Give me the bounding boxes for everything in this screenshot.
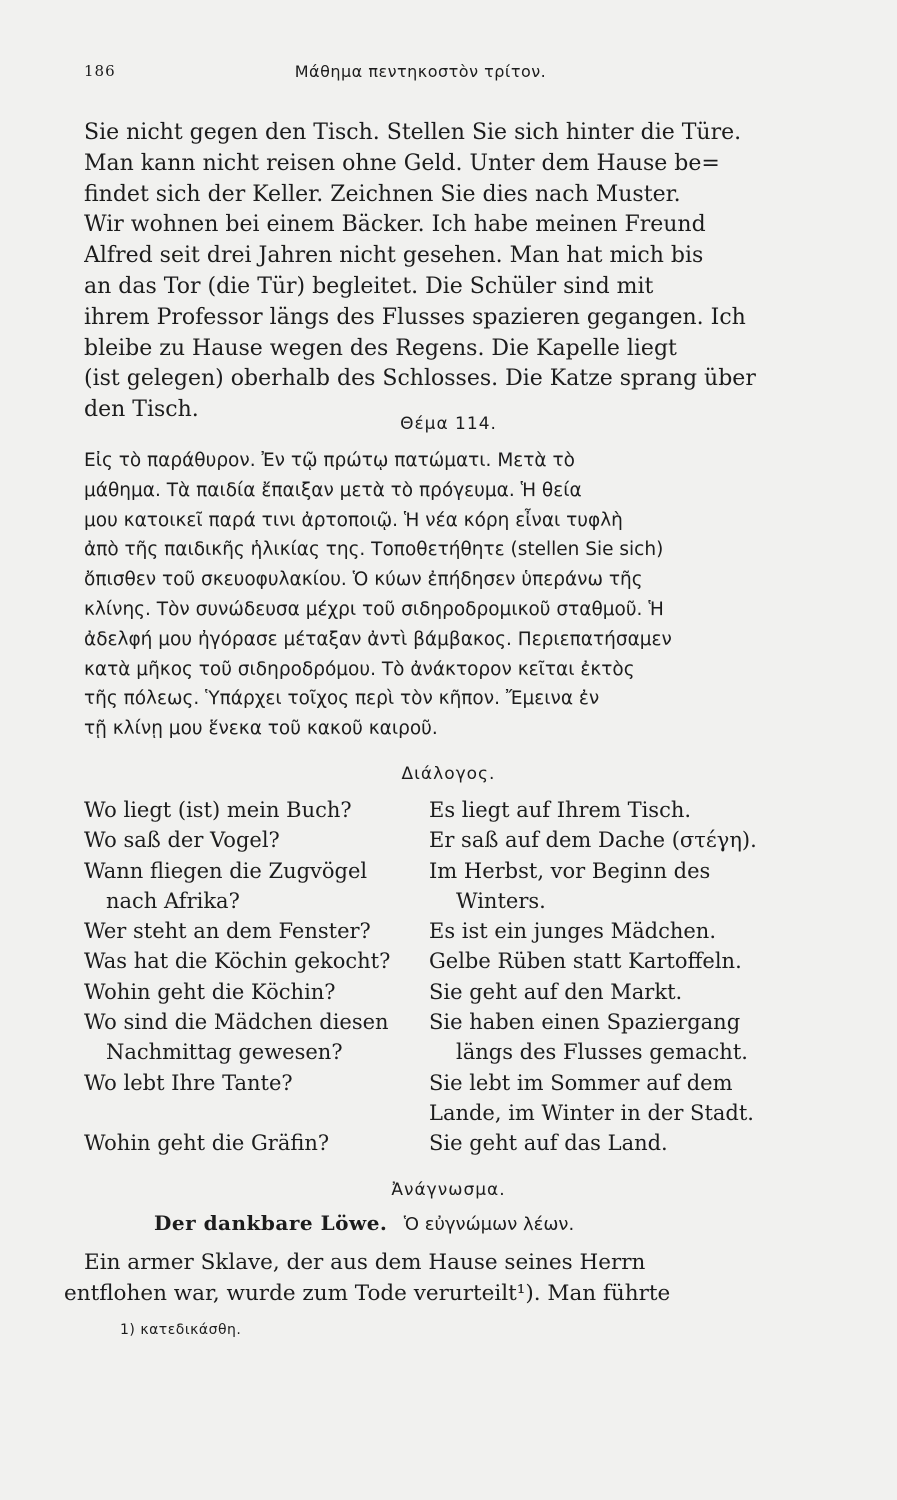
question: Wo lebt Ihre Tante? (84, 1070, 293, 1095)
text-line: Wir wohnen bei einem Bäcker. Ich habe meinen Freund (84, 212, 706, 238)
text-line: κλίνης. Τὸν συνώδευσα μέχρι τοῦ σιδηροδρομικοῦ σταθμοῦ. Ἡ (84, 598, 664, 620)
text-line: ihrem Professor längs des Flusses spazieren gegangen. Ich (84, 304, 746, 330)
reading-title (84, 1211, 756, 1235)
text-line: Alfred seit drei Jahren nicht gesehen. Man hat mich bis (84, 243, 704, 269)
answer: Winters. (456, 888, 546, 913)
question: Nachmittag gewesen? (106, 1040, 343, 1065)
question: nach Afrika? (106, 888, 240, 913)
text-line: Εἰς τὸ παράθυρον. Ἐν τῷ πρώτῳ πατώματι. Μετὰ τὸ (84, 450, 575, 471)
text-line: Ein armer Sklave, der aus dem Hause seines Herrn (84, 1250, 646, 1275)
running-title: Μάθημα πεντηκοστὸν τρίτον. (294, 62, 547, 81)
question: Wohin geht die Köchin? (84, 979, 336, 1004)
dialog-heading: Διάλογος. (401, 764, 496, 784)
theme-heading: Θέμα 114. (400, 414, 497, 434)
answer: Sie haben einen Spaziergang (429, 1010, 741, 1035)
reading-title-greek: Ὁ εὐγνώμων λέων. (403, 1214, 575, 1235)
text-line: ἀδελφή μου ἠγόρασε μέταξαν ἀντὶ βάμβακος. Περιεπατήσαμεν (84, 628, 672, 650)
text-line: τῇ κλίνῃ μου ἕνεκα τοῦ κακοῦ καιροῦ. (84, 718, 438, 740)
text-line: κατὰ μῆκος τοῦ σιδηροδρόμου. Τὸ ἀνάκτορον κεῖται ἐκτὸς (84, 658, 635, 680)
answer: Im Herbst, vor Beginn des (429, 858, 711, 883)
answer: Gelbe Rüben statt Kartoffeln. (429, 949, 742, 974)
text-line: μάθημα. Τὰ παιδία ἔπαιξαν μετὰ τὸ πρόγευμα. Ἡ θεία (84, 479, 582, 501)
reading-heading: Ἀνάγνωσμα. (391, 1180, 506, 1200)
text-line: entflohen war, wurde zum Tode verurteilt¹). Man führte (64, 1281, 671, 1306)
answer: Es ist ein junges Mädchen. (429, 919, 716, 944)
greek-exercise (84, 446, 756, 744)
page-header (84, 62, 757, 86)
question: Was hat die Köchin gekocht? (84, 949, 391, 974)
text-line: findet sich der Keller. Zeichnen Sie dies nach Muster. (84, 181, 681, 207)
text-line: an das Tor (die Tür) begleitet. Die Schüler sind mit (84, 273, 654, 299)
text-line: den Tisch. (84, 397, 199, 423)
question: Wo saß der Vogel? (84, 828, 280, 853)
text-line: Sie nicht gegen den Tisch. Stellen Sie sich hinter die Türe. (84, 120, 742, 145)
question: Wann fliegen die Zugvögel (84, 858, 368, 883)
dialog-row (84, 795, 764, 825)
dialog-row (84, 856, 764, 886)
text-line: Man kann nicht reisen ohne Geld. Unter dem Hause be= (84, 150, 720, 176)
reading-text (64, 1247, 756, 1309)
question: Wo sind die Mädchen diesen (84, 1010, 389, 1035)
dialog-row (84, 825, 764, 855)
answer: längs des Flusses gemacht. (456, 1040, 748, 1065)
answer: Er saß auf dem Dache (στέγη). (429, 828, 757, 853)
german-exercise (84, 118, 756, 426)
dialog-row (84, 916, 764, 946)
question: Wohin geht die Gräfin? (84, 1131, 330, 1156)
footnote: 1) κατεδικάσθη. (120, 1322, 242, 1338)
reading-title-german: Der dankbare Löwe. (154, 1211, 388, 1235)
dialog-row (84, 886, 764, 916)
dialog-row (84, 1098, 764, 1128)
dialog-row (84, 1068, 764, 1098)
answer: Lande, im Winter in der Stadt. (429, 1100, 754, 1125)
question: Wo liegt (ist) mein Buch? (84, 798, 352, 822)
answer: Sie lebt im Sommer auf dem (429, 1070, 733, 1095)
dialog-row (84, 977, 764, 1007)
answer: Es liegt auf Ihrem Tisch. (429, 798, 692, 822)
question: Wer steht an dem Fenster? (84, 919, 371, 944)
answer: Sie geht auf den Markt. (429, 979, 683, 1004)
text-line: μου κατοικεῖ παρά τινι ἀρτοποιῷ. Ἡ νέα κόρη εἶναι τυφλὴ (84, 509, 623, 531)
page-number: 186 (84, 62, 116, 80)
text-line: ὄπισθεν τοῦ σκευοφυλακίου. Ὁ κύων ἐπήδησεν ὑπεράνω τῆς (84, 569, 643, 591)
answer: Sie geht auf das Land. (429, 1131, 668, 1156)
text-line: bleibe zu Hause wegen des Regens. Die Kapelle liegt (84, 335, 677, 361)
dialog-row (84, 1128, 764, 1158)
dialog-row (84, 1037, 764, 1067)
dialog-row (84, 946, 764, 976)
text-line: τῆς πόλεως. Ὑπάρχει τοῖχος περὶ τὸν κῆπον. Ἔμεινα ἐν (84, 688, 600, 710)
text-line: ἀπὸ τῆς παιδικῆς ἡλικίας της. Τοποθετήθητε (stellen Sie sich) (84, 539, 664, 561)
dialog-table (84, 795, 764, 1159)
dialog-row (84, 1007, 764, 1037)
text-line: (ist gelegen) oberhalb des Schlosses. Die Katze sprang über (84, 366, 756, 392)
